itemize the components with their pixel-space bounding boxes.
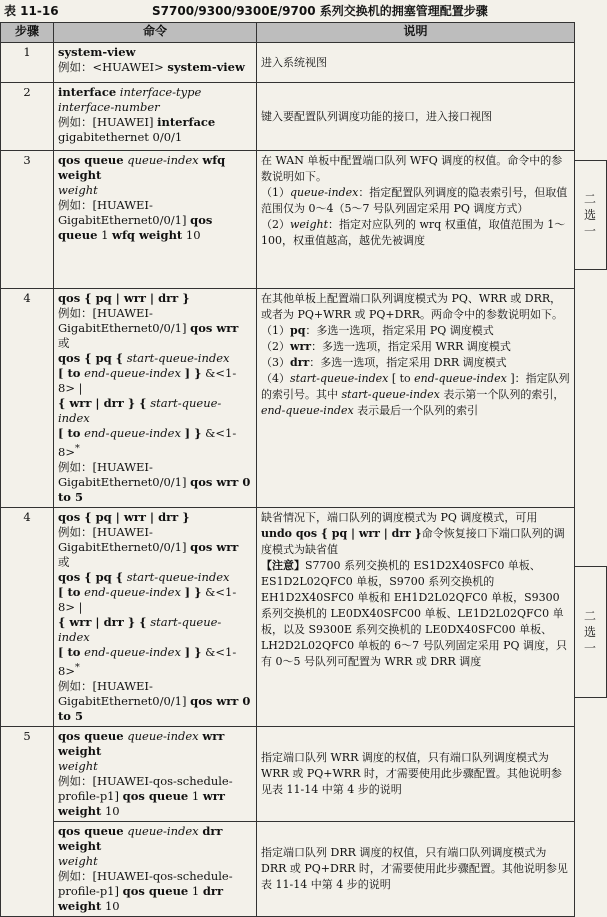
- example-command: qos queue: [122, 883, 189, 898]
- param-prefix: （2）: [261, 218, 290, 231]
- table-row: [1, 43, 575, 83]
- command-cell: [54, 507, 257, 726]
- command-text: qos { pq | wrr | drr }: [58, 509, 190, 524]
- example-number: 10: [104, 803, 120, 818]
- example-label: 例如：: [58, 773, 93, 788]
- example-label: 例如：: [58, 524, 93, 539]
- command-cell: [54, 289, 257, 508]
- command-keyword: ] }: [184, 584, 202, 599]
- table-header-row: [1, 23, 575, 43]
- example-label: 例如：: [58, 678, 93, 693]
- command-keyword: drr weight: [58, 823, 223, 853]
- command-arg: weight: [58, 758, 98, 773]
- param-prefix: （2）: [261, 340, 290, 353]
- step-cell: 5: [1, 726, 54, 916]
- command-cell: [54, 821, 257, 916]
- command-keyword: interface: [58, 85, 117, 99]
- param-text: ：指定对应队列的 wrq 权重值，取值范围为 1～100，权重值越高，越优先被调度: [261, 218, 566, 247]
- param-text: 表示最后一个队列的索引: [353, 404, 479, 417]
- param-prefix: （1）: [261, 324, 290, 337]
- desc-cell: [257, 289, 575, 508]
- example-command: drr weight: [58, 883, 224, 913]
- command-arg: end-queue-index: [84, 426, 181, 440]
- step-cell: 3: [1, 151, 54, 289]
- step-cell: 4: [1, 289, 54, 508]
- example-command: qos wrr 0 to 5: [58, 693, 251, 723]
- example-prompt: [HUAWEI-GigabitEthernet0/0/1]: [58, 198, 187, 227]
- command-arg: end-queue-index: [84, 366, 181, 380]
- param-prefix: （4）: [261, 372, 290, 385]
- example-label: 例如：: [58, 115, 93, 129]
- header-step: 步骤: [1, 23, 54, 43]
- command-tail: &<1-8> |: [58, 366, 237, 395]
- table-title: S7700/9300/9300E/9700 系列交换机的拥塞管理配置步骤: [152, 4, 488, 18]
- param-term: queue-index: [290, 186, 359, 199]
- command-arg: queue-index: [127, 823, 199, 838]
- param-term: end-queue-index: [261, 404, 354, 417]
- example-command: qos queue: [58, 213, 213, 242]
- example-number: 1: [191, 788, 200, 803]
- command-keyword: { wrr | drr } {: [58, 396, 147, 410]
- step-cell: 1: [1, 43, 54, 83]
- param-text: ：指定配置队列调度的隐表索引号，但取值范围仅为 0～4（5～7 号队列固定采用 PQ 调度方式）: [261, 186, 568, 215]
- example-number: 1: [101, 228, 109, 242]
- example-command: interface: [157, 115, 216, 129]
- command-keyword: [ to: [58, 644, 81, 659]
- command-tail: &<1-8>: [58, 426, 237, 459]
- side-char: 二: [583, 192, 596, 206]
- desc-cell: 指定端口队列 WRR 调度的权值，只有端口队列调度模式为 WRR 或 PQ+WRR 时，才需要使用此步骤配置。其他说明参见表 11-14 中第 4 步的说明: [257, 726, 575, 821]
- header-desc: 说明: [257, 23, 575, 43]
- param-prefix: （3）: [261, 356, 290, 369]
- param-text: ：多选一选项，指定采用 WRR 调度模式: [311, 340, 511, 353]
- command-arg: interface-type: [119, 85, 202, 99]
- desc-intro: 命令恢复接口下端口队列的调度模式为缺省值: [261, 526, 565, 556]
- config-steps-table: [0, 22, 575, 917]
- command-tail: &<1-8>: [58, 644, 237, 678]
- param-term: end-queue-index: [414, 372, 507, 385]
- example-prompt: [HUAWEI-GigabitEthernet0/0/1]: [58, 306, 187, 335]
- step-cell: 4: [1, 507, 54, 726]
- or-text: 或: [58, 554, 70, 569]
- command-arg: end-queue-index: [84, 644, 181, 659]
- choose-one-note: [574, 160, 607, 270]
- note-text: S7700 系列交换机的 ES1D2X40SFC0 单板、ES1D2L02QFC0 单板，S9700 系列交换机的 EH1D2X40SFC0 单板和 EH1D2L02QFC0 单板，S9300 系列交换机的 LE0DX40SFC00 单板、LE1D2L02QFC0 单板，以及 S9300E 系列交换机的 LE0DX40SFC00 单板、LH2D2L02QFC0 单板的 6～7 号队列固定采用 PQ 调度，只有 0～5 号队列可配置为 WRR 或 DRR 调度: [261, 558, 567, 668]
- command-cell: [54, 151, 257, 289]
- command-keyword: [ to: [58, 366, 81, 380]
- note-label: 【注意】: [261, 558, 305, 572]
- command-keyword: qos queue: [58, 823, 124, 838]
- desc-cell: [257, 507, 575, 726]
- example-prompt: [HUAWEI-GigabitEthernet0/0/1]: [58, 678, 187, 708]
- side-char: 选: [583, 208, 596, 222]
- desc-intro: 在其他单板上配置端口队列调度模式为 PQ、WRR 或 DRR，或者为 PQ+WRR 或 PQ+DRR。两命令中的参数说明如下。: [261, 292, 564, 321]
- param-text: ]：指定队列的索引号。其中: [261, 372, 570, 401]
- example-command: wfq weight: [112, 228, 183, 242]
- example-prompt: [HUAWEI]: [92, 115, 154, 129]
- command-keyword: ] }: [184, 366, 202, 380]
- or-text: 或: [58, 336, 70, 350]
- param-term: weight: [290, 218, 328, 231]
- param-term: drr: [290, 356, 310, 369]
- example-command: qos wrr: [190, 539, 239, 554]
- command-keyword: wrr weight: [58, 728, 225, 758]
- command-text: qos { pq | wrr | drr }: [58, 291, 190, 305]
- command-keyword: wfq weight: [58, 153, 226, 182]
- table-row: [1, 821, 575, 916]
- side-char: 一: [583, 224, 596, 238]
- table-row: [1, 151, 575, 289]
- param-prefix: （1）: [261, 186, 290, 199]
- command-arg: weight: [58, 853, 98, 868]
- command-arg: weight: [58, 183, 98, 197]
- example-prompt: [HUAWEI-qos-schedule-profile-p1]: [58, 773, 233, 803]
- example-command: qos wrr: [190, 321, 239, 335]
- command-arg: end-queue-index: [84, 584, 181, 599]
- example-label: 例如：: [58, 868, 93, 883]
- command-cell: [54, 43, 257, 83]
- example-prompt: [HUAWEI-qos-schedule-profile-p1]: [58, 868, 233, 898]
- command-arg: start-queue-index: [58, 614, 222, 644]
- example-label: 例如：: [58, 60, 93, 74]
- example-number: 10: [104, 898, 120, 913]
- desc-cell: [257, 151, 575, 289]
- step-cell: 2: [1, 83, 54, 151]
- command-keyword: ] }: [184, 426, 202, 440]
- example-number: 10: [185, 228, 201, 242]
- side-char: 选: [583, 625, 596, 639]
- example-prompt: [HUAWEI-GigabitEthernet0/0/1]: [58, 524, 187, 554]
- command-keyword: { wrr | drr } {: [58, 614, 147, 629]
- side-char: 一: [583, 641, 596, 655]
- param-text: ：多选一选项，指定采用 DRR 调度模式: [309, 356, 507, 369]
- command-arg: queue-index: [127, 153, 199, 167]
- command-sup: *: [74, 443, 80, 454]
- table-row: [1, 83, 575, 151]
- param-term: wrr: [290, 340, 312, 353]
- table-row: [1, 289, 575, 508]
- param-text: 表示第一个队列的索引，: [439, 388, 565, 401]
- table-caption: [0, 0, 607, 22]
- example-command: qos wrr 0 to 5: [58, 474, 251, 504]
- command-arg: interface-number: [58, 100, 160, 114]
- example-number: 1: [191, 883, 200, 898]
- param-term: start-queue-index: [290, 372, 389, 385]
- command-arg: start-queue-index: [126, 569, 230, 584]
- param-term: pq: [290, 324, 306, 337]
- example-label: 例如：: [58, 459, 93, 474]
- command-cell: [54, 726, 257, 821]
- command-keyword: qos queue: [58, 728, 124, 743]
- side-char: 二: [583, 609, 596, 623]
- desc-cell: 指定端口队列 DRR 调度的权值，只有端口队列调度模式为 DRR 或 PQ+DRR 时，才需要使用此步骤配置。其他说明参见表 11-14 中第 4 步的说明: [257, 821, 575, 916]
- example-command: qos queue: [122, 788, 189, 803]
- example-prompt: <HUAWEI>: [92, 60, 164, 74]
- command-keyword: [ to: [58, 584, 81, 599]
- desc-intro: 在 WAN 单板中配置端口队列 WFQ 调度的权值。命令中的参数说明如下。: [261, 154, 563, 183]
- example-label: 例如：: [58, 306, 93, 320]
- header-command: 命令: [54, 23, 257, 43]
- command-keyword: qos { pq {: [58, 569, 124, 584]
- param-text: ：多选一选项，指定采用 PQ 调度模式: [305, 324, 494, 337]
- desc-command: undo qos { pq | wrr | drr }: [261, 526, 422, 540]
- example-command: system-view: [167, 60, 245, 74]
- param-term: start-queue-index: [341, 388, 440, 401]
- command-sup: *: [74, 661, 80, 673]
- desc-cell: 进入系统视图: [257, 43, 575, 83]
- table-row: [1, 726, 575, 821]
- command-keyword: ] }: [184, 644, 202, 659]
- command-text: system-view: [58, 45, 136, 59]
- command-keyword: qos { pq {: [58, 351, 124, 365]
- command-tail: &<1-8> |: [58, 584, 237, 614]
- command-keyword: qos queue: [58, 153, 124, 167]
- param-text: [ to: [388, 372, 415, 385]
- table-number: 表 11-16: [4, 4, 59, 18]
- choose-one-note: [574, 566, 607, 698]
- command-arg: start-queue-index: [126, 351, 230, 365]
- example-prompt: [HUAWEI-GigabitEthernet0/0/1]: [58, 459, 187, 489]
- desc-intro: 缺省情况下，端口队列的调度模式为 PQ 调度模式，可用: [261, 510, 538, 524]
- example-label: 例如：: [58, 198, 93, 212]
- example-command: wrr weight: [58, 788, 225, 818]
- command-arg: queue-index: [127, 728, 199, 743]
- example-tail: gigabitethernet 0/0/1: [58, 130, 183, 144]
- table-row: [1, 507, 575, 726]
- desc-cell: 键入要配置队列调度功能的接口，进入接口视图: [257, 83, 575, 151]
- command-arg: start-queue-index: [58, 396, 222, 425]
- command-keyword: [ to: [58, 426, 81, 440]
- command-cell: [54, 83, 257, 151]
